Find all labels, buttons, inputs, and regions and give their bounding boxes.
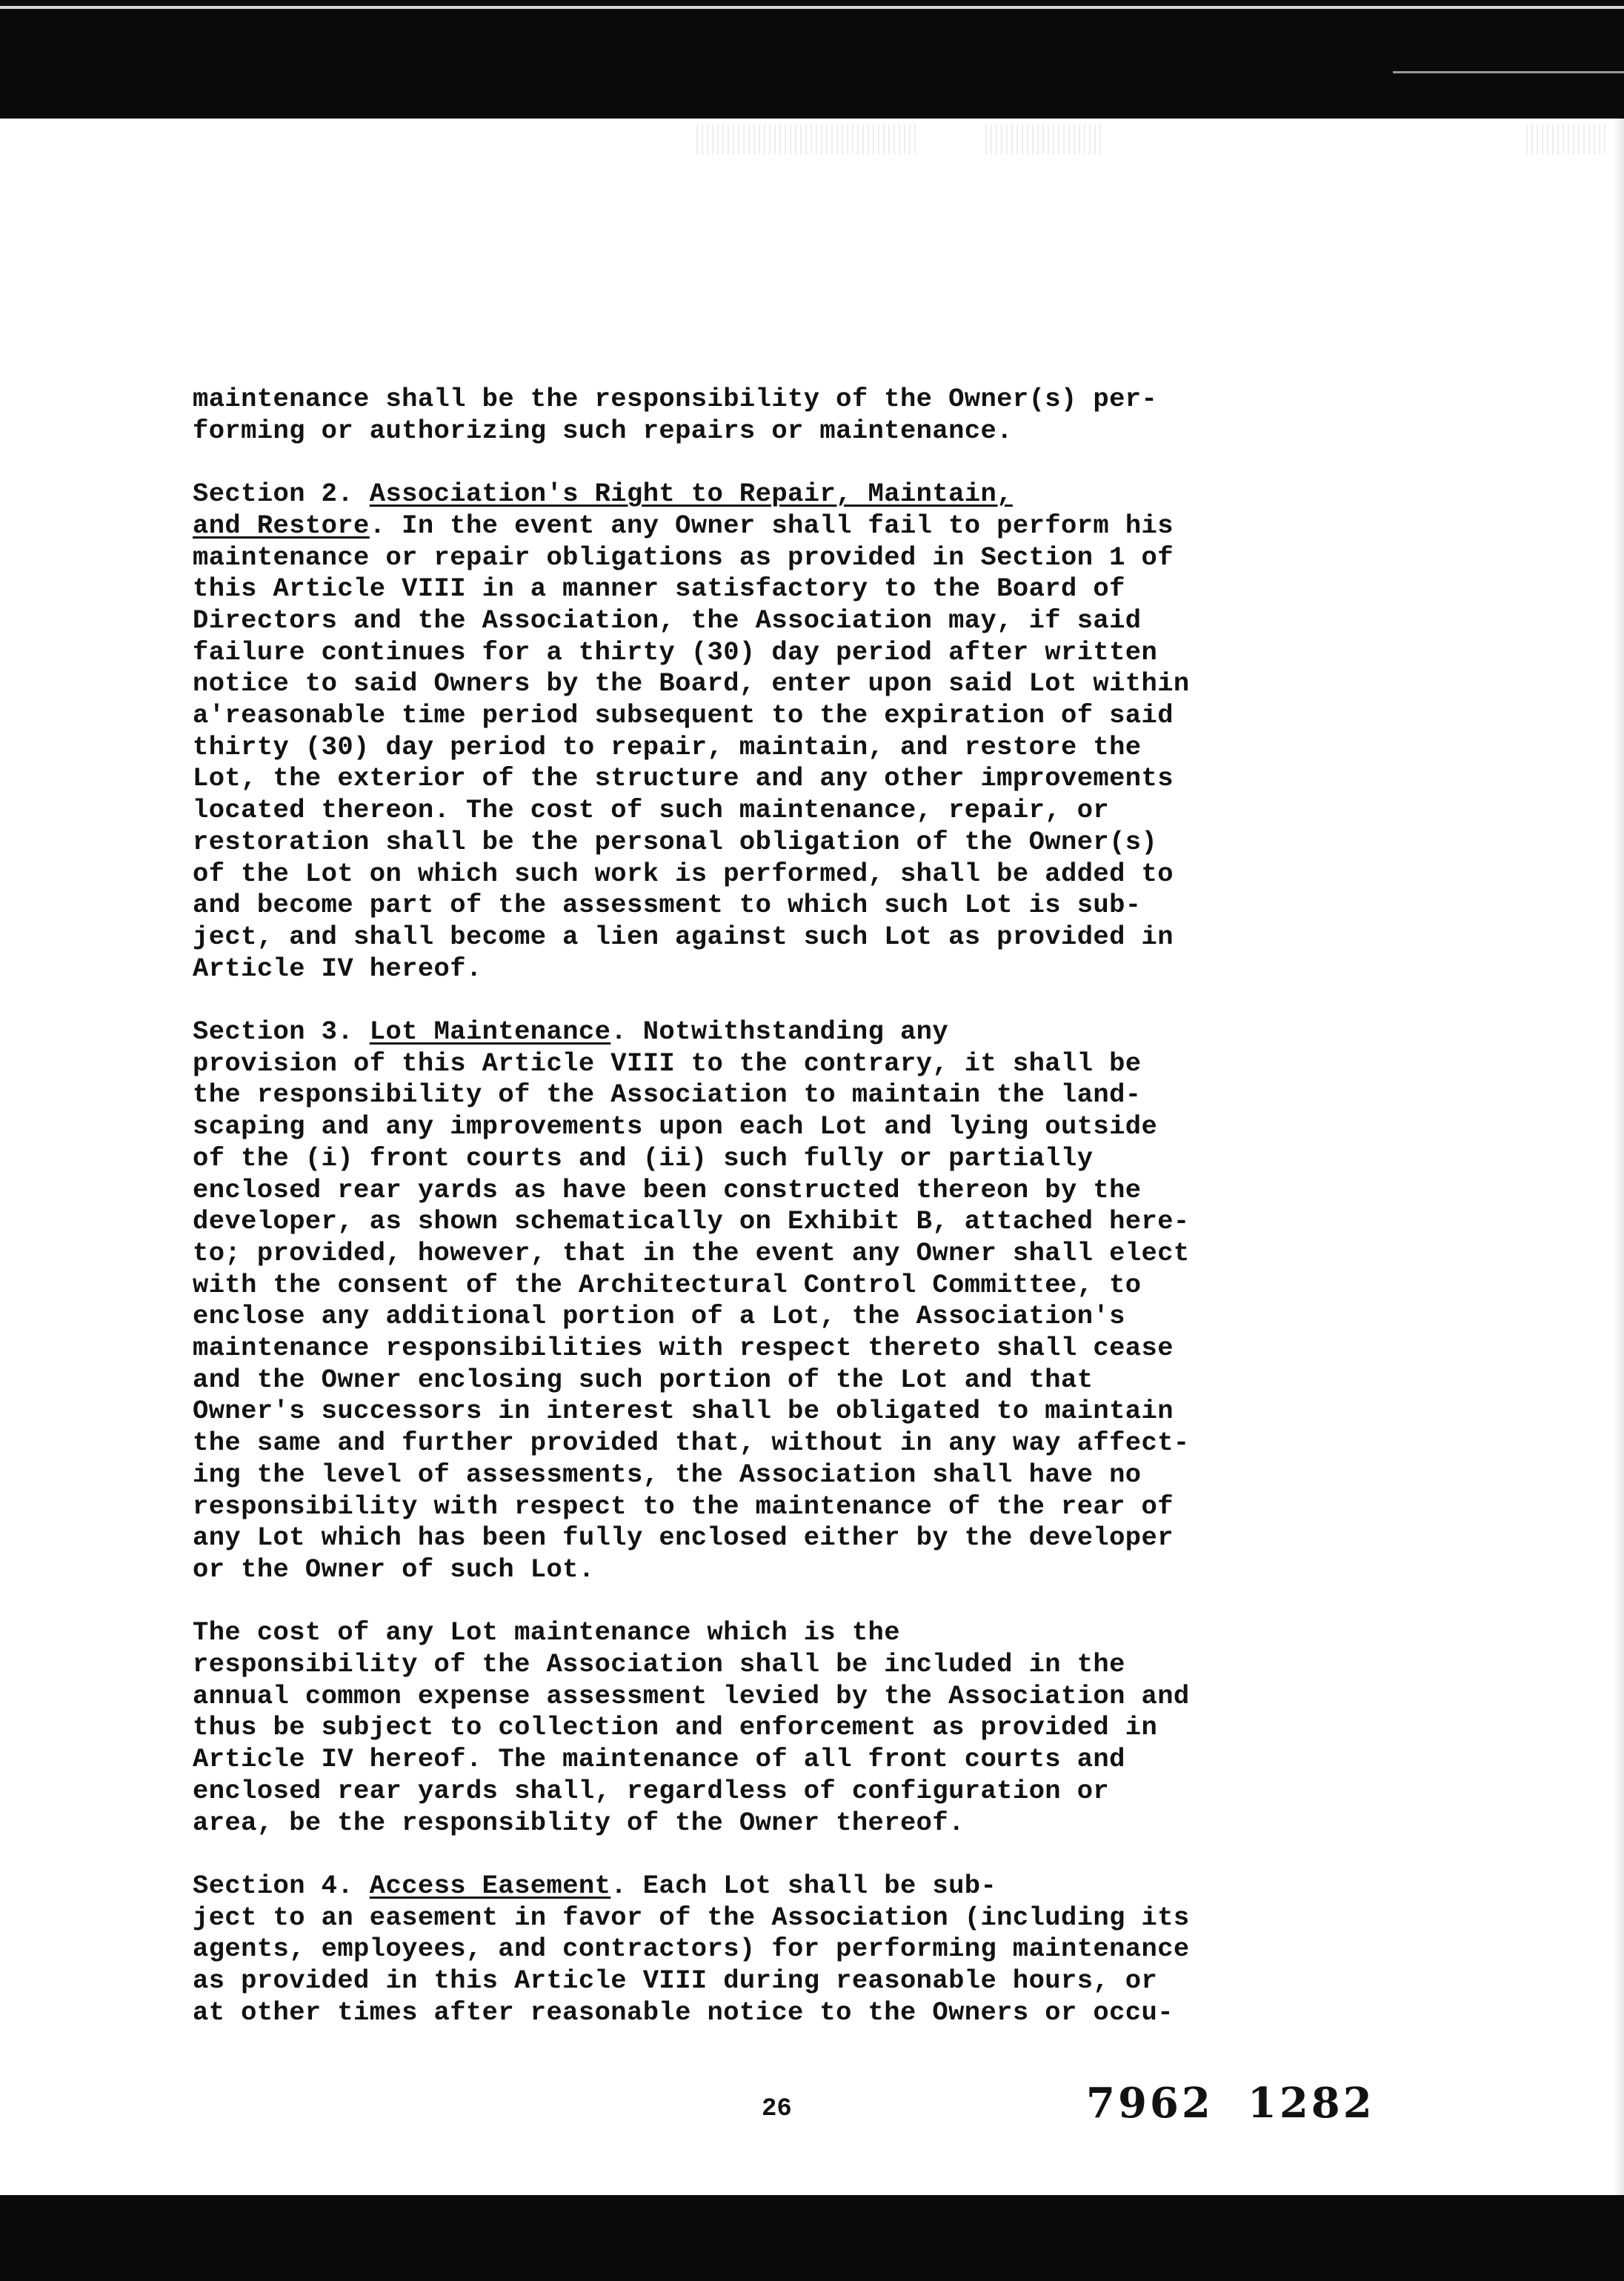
section-4-title: Access Easement	[369, 1870, 611, 1901]
section-2	[193, 479, 1382, 985]
section-2-lead: Section 2.	[193, 479, 370, 510]
scan-bottom-border	[0, 2195, 1624, 2281]
paragraph-continuation: maintenance shall be the responsibility of the Owner(s) per- forming or authorizing such repairs or maintenance.	[193, 384, 1158, 446]
stamp-book-number: 7962	[1086, 2079, 1214, 2128]
document-body	[193, 384, 1382, 2060]
recording-stamp	[1086, 2079, 1375, 2128]
section-4-body: . Each Lot shall be sub- ject to an easement in favor of the Association (including its agents, employees, and contractors) for performing maintenance as provided in this Article VIII during reasonable hours, or at other times after reasonable notice to the Owners or occu-	[193, 1870, 1190, 2028]
section-4-lead: Section 4.	[193, 1870, 370, 1901]
scan-top-border	[0, 0, 1624, 119]
stamp-page-number: 1282	[1247, 2079, 1375, 2128]
section-2-title: Association's Right to Repair, Maintain, and Restore	[193, 479, 1013, 541]
scan-artifact-line	[1393, 71, 1624, 73]
scan-speckle	[985, 124, 1104, 154]
scan-speckle	[1526, 124, 1608, 154]
paragraph-lot-maintenance-cost: The cost of any Lot maintenance which is the responsibility of the Association shall be included in the annual common expense assessment levied by the Association and thus be subject to collection and enforcement as provided in Article IV hereof. The maintenance of all front courts and enclosed rear yards shall, regardless of configuration or area, be the responsiblity of the Owner thereof.	[193, 1617, 1190, 1838]
scan-speckle	[696, 124, 919, 154]
section-2-body: . In the event any Owner shall fail to perform his maintenance or repair obligations as provided in Section 1 of this Article VIII in a manner satisfactory to the Board of Directors and the Association, the Association may, if said failure continues for a thirty (30) day period after written notice to said Owners by the Board, enter upon said Lot within a'reasonable time period subsequent to the expiration of said thirty (30) day period to repair, maintain, and restore the Lot, the exterior of the structure and any other improvements located thereon. The cost of such maintenance, repair, or restoration shall be the personal obligation of the Owner(s) of the Lot on which such work is performed, shall be added to and become part of the assessment to which such Lot is sub- ject, and shall become a lien against such Lot as provided in Article IV hereof.	[193, 510, 1190, 984]
scan-right-edge	[1614, 119, 1624, 2195]
section-3-lead: Section 3.	[193, 1016, 370, 1048]
scan-artifact-line	[0, 6, 1624, 9]
section-3-body: . Notwithstanding any provision of this Article VIII to the contrary, it shall be the responsibility of the Association to maintain the land- scaping and any improvements upon each Lot and lying outside of the (i) front courts and (ii) such fully or partially enclosed rear yards as have been constructed thereon by the developer, as shown schematically on Exhibit B, attached here- to; provided, however, that in the event any Owner shall elect with the consent of the Architectural Control Committee, to enclose any additional portion of a Lot, the Association's maintenance responsibilities with respect thereto shall cease and the Owner enclosing such portion of the Lot and that Owner's successors in interest shall be obligated to maintain the same and further provided that, without in any way affect- ing the level of assessments, the Association shall have no responsibility with respect to the maintenance of the rear of any Lot which has been fully enclosed either by the developer or the Owner of such Lot.	[193, 1016, 1190, 1585]
section-4	[193, 1871, 1382, 2029]
page-number: 26	[762, 2095, 792, 2123]
section-3-title: Lot Maintenance	[369, 1016, 611, 1048]
section-3	[193, 1016, 1382, 1586]
